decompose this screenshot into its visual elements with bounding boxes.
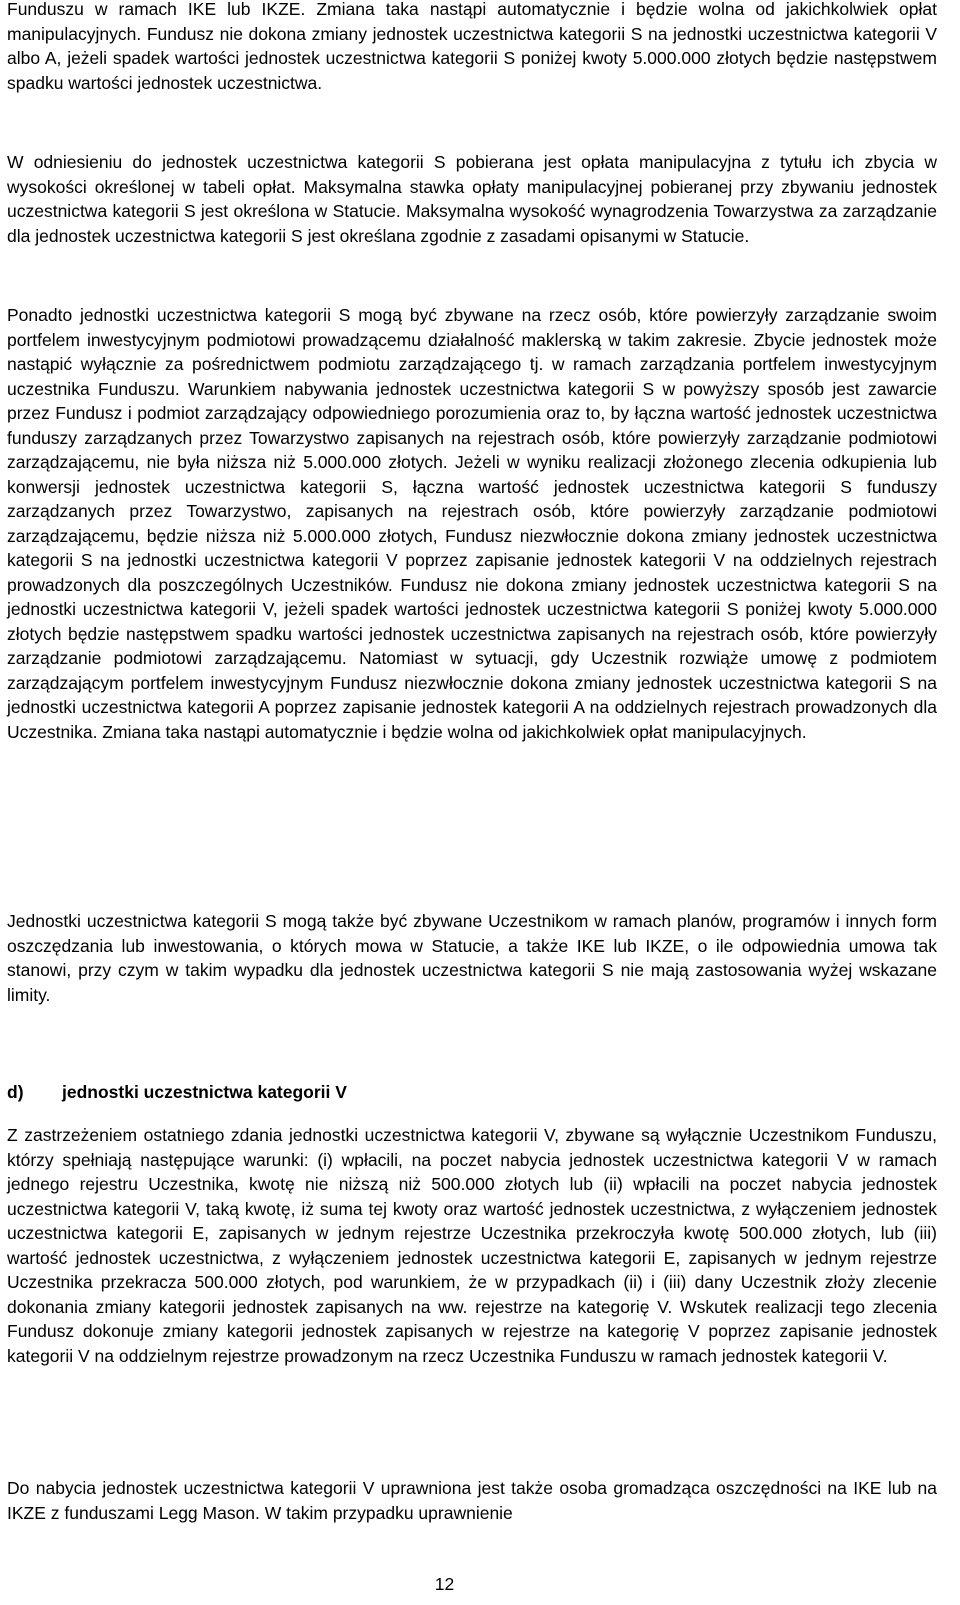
paragraph: W odniesieniu do jednostek uczestnictwa kategorii S pobierana jest opłata manipulacyjna z tytułu ich zbycia w wysokości określonej w tabeli opłat. Maksymalna stawka opłaty manipulacyjnej pobieranej przy zbywaniu jednostek uczestnictwa kategorii S jest określona w Statucie. Maksymalna wysokość wynagrodzenia Towarzystwa za zarządzanie dla jednostek uczestnictwa kategorii S jest określana zgodnie z zasadami opisanymi w Statucie.: [7, 152, 937, 246]
paragraph: Ponadto jednostki uczestnictwa kategorii S mogą być zbywane na rzecz osób, które powierzyły zarządzanie swoim portfelem inwestycyjnym podmiotowi prowadzącemu działalność maklerską w takim zakresie. Zbycie jednostek może nastąpić wyłącznie za pośrednictwem podmiotu zarządzającego tj. w ramach zarządzania portfelem inwestycyjnym uczestnika Funduszu. Warunkiem nabywania jednostek uczestnictwa kategorii S w powyższy sposób jest zawarcie przez Fundusz i podmiot zarządzający odpowiedniego porozumienia oraz to, by łączna wartość jednostek uczestnictwa funduszy zarządzanych przez Towarzystwo zapisanych na rejestrach osób, które powierzyły zarządzanie podmiotowi zarządzającemu, nie była niższa niż 5.000.000 złotych. Jeżeli w wyniku realizacji złożonego zlecenia odkupienia lub konwersji jednostek uczestnictwa kategorii S, łączna wartość jednostek uczestnictwa kategorii S funduszy zarządzanych przez Towarzystwo, zapisanych na rejestrach osób, które powierzyły zarządzanie podmiotowi zarządzającemu, będzie niższa niż 5.000.000 złotych, Fundusz niezwłocznie dokona zmiany jednostek uczestnictwa kategorii S na jednostki uczestnictwa kategorii V poprzez zapisanie jednostek kategorii V na oddzielnych rejestrach prowadzonych dla poszczególnych Uczestników. Fundusz nie dokona zmiany jednostek uczestnictwa kategorii S na jednostki uczestnictwa kategorii V, jeżeli spadek wartości jednostek uczestnictwa kategorii S poniżej kwoty 5.000.000 złotych będzie następstwem spadku wartości jednostek uczestnictwa zapisanych na rejestrach osób, które powierzyły zarządzanie podmiotowi zarządzającemu. Natomiast w sytuacji, gdy Uczestnik rozwiąże umowę z podmiotem zarządzającym portfelem inwestycyjnym Fundusz niezwłocznie dokona zmiany jednostek uczestnictwa kategorii S na jednostki uczestnictwa kategorii A poprzez zapisanie jednostek kategorii A na oddzielnych rejestrach prowadzonych dla Uczestnika. Zmiana taka nastąpi automatycznie i będzie wolna od jakichkolwiek opłat manipulacyjnych.: [7, 305, 937, 742]
section-heading: [7, 1080, 937, 1104]
paragraph: Funduszu w ramach IKE lub IKZE. Zmiana taka nastąpi automatycznie i będzie wolna od jakichkolwiek opłat manipulacyjnych. Fundusz nie dokona zmiany jednostek uczestnictwa kategorii S na jednostki uczestnictwa kategorii V albo A, jeżeli spadek wartości jednostek uczestnictwa kategorii S poniżej kwoty 5.000.000 złotych będzie następstwem spadku wartości jednostek uczestnictwa.: [7, 0, 937, 93]
section-marker: d): [7, 1082, 24, 1102]
paragraph: Do nabycia jednostek uczestnictwa kategorii V uprawniona jest także osoba gromadząca oszczędności na IKE lub na IKZE z funduszami Legg Mason. W takim przypadku uprawnienie: [7, 1478, 937, 1523]
page-number: 12: [434, 1574, 455, 1594]
section-title: jednostki uczestnictwa kategorii V: [62, 1082, 347, 1102]
paragraph: Z zastrzeżeniem ostatniego zdania jednostki uczestnictwa kategorii V, zbywane są wyłącznie Uczestnikom Funduszu, którzy spełniają następujące warunki: (i) wpłacili, na poczet nabycia jednostek uczestnictwa kategorii V w ramach jednego rejestru Uczestnika, kwotę nie niższą niż 500.000 złotych lub (ii) wpłacili na poczet nabycia jednostek uczestnictwa kategorii V, taką kwotę, iż suma tej kwoty oraz wartość jednostek uczestnictwa, z wyłączeniem jednostek uczestnictwa kategorii E, zapisanych w jednym rejestrze Uczestnika przekroczyła kwotę 500.000 złotych, lub (iii) wartość jednostek uczestnictwa, z wyłączeniem jednostek uczestnictwa kategorii E, zapisanych w jednym rejestrze Uczestnika przekracza 500.000 złotych, pod warunkiem, że w przypadkach (ii) i (iii) dany Uczestnik złoży zlecenie dokonania zmiany kategorii jednostek zapisanych na ww. rejestrze na kategorię V. Wskutek realizacji tego zlecenia Fundusz dokonuje zmiany kategorii jednostek zapisanych w rejestrze na kategorię V poprzez zapisanie jednostek kategorii V na oddzielnym rejestrze prowadzonym na rzecz Uczestnika Funduszu w ramach jednostek kategorii V.: [7, 1125, 937, 1366]
paragraph: Jednostki uczestnictwa kategorii S mogą także być zbywane Uczestnikom w ramach planów, programów i innych form oszczędzania lub inwestowania, o których mowa w Statucie, a także IKE lub IKZE, o ile odpowiednia umowa tak stanowi, przy czym w takim wypadku dla jednostek uczestnictwa kategorii S nie mają zastosowania wyżej wskazane limity.: [7, 911, 937, 1005]
